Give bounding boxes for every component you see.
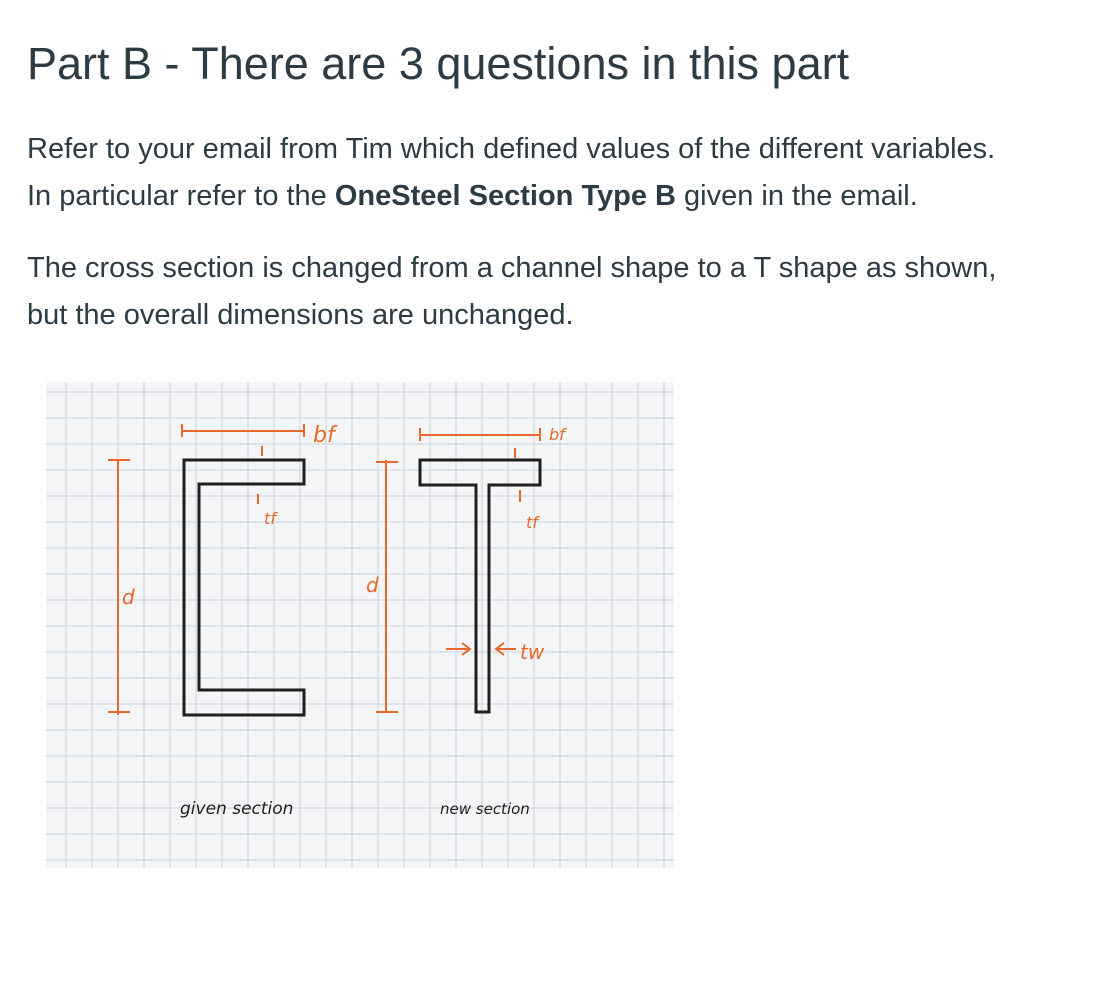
- caption-given-section: given section: [180, 799, 294, 819]
- tf-label-given: tf: [264, 509, 276, 528]
- intro-paragraph: [27, 126, 995, 220]
- page-title: Part B - There are 3 questions in this part: [27, 38, 850, 89]
- intro-line-1: Refer to your email from Tim which defined values of the different variables.: [27, 133, 996, 165]
- graph-paper: [46, 382, 674, 868]
- section-change-line-2: but the overall dimensions are unchanged.: [27, 299, 574, 331]
- cross-section-sketch: [46, 382, 674, 868]
- bf-label-given: bf: [313, 423, 335, 448]
- intro-line-2: [27, 173, 995, 220]
- tf-label-new: tf: [526, 513, 538, 532]
- d-label-given: d: [122, 585, 135, 609]
- tw-label: tw: [520, 640, 545, 664]
- section-change-line-1: The cross section is changed from a channel shape to a T shape as shown,: [27, 252, 997, 284]
- caption-new-section: new section: [440, 800, 530, 818]
- section-type-name: OneSteel Section Type B: [334, 180, 676, 212]
- section-change-paragraph: [27, 245, 996, 339]
- intro-line-2-prefix: In particular refer to the: [27, 180, 335, 212]
- intro-line-2-suffix: given in the email.: [675, 180, 918, 212]
- bf-label-new: bf: [549, 425, 565, 444]
- d-label-new: d: [366, 573, 379, 597]
